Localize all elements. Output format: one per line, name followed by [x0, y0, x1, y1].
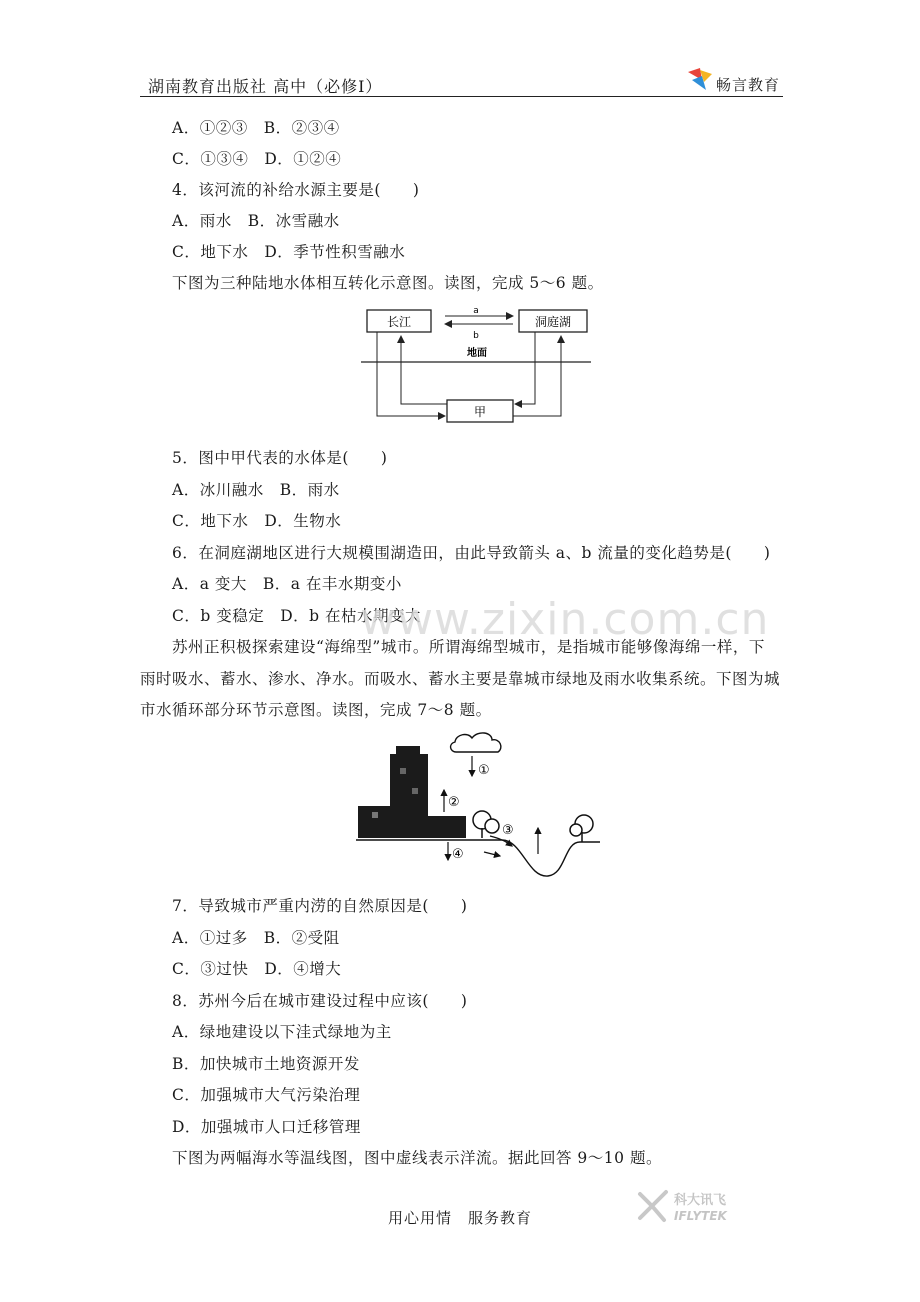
q8-option-d: D．加强城市人口迁移管理 [172, 1118, 361, 1136]
label-dongtinghu: 洞庭湖 [534, 315, 572, 329]
intro-9-10: 下图为两幅海水等温线图，图中虚线表示洋流。据此回答 9～10 题。 [172, 1149, 662, 1167]
watermark: www.zixin.com.cn [360, 594, 770, 645]
intro-7-8-line3: 市水循环部分环节示意图。读图，完成 7～8 题。 [140, 701, 492, 719]
label-2: ② [448, 795, 460, 810]
label-jia: 甲 [473, 405, 487, 419]
footer-slogan: 用心用情 服务教育 [388, 1209, 533, 1227]
q5-options-cd: C．地下水 D．生物水 [172, 512, 342, 530]
question-7: 7．导致城市严重内涝的自然原因是( ) [172, 897, 468, 915]
q4-options-ab: A．雨水 B．冰雪融水 [172, 212, 340, 230]
label-changjiang: 长江 [386, 315, 412, 329]
urban-water-cycle-diagram [352, 728, 608, 880]
question-8: 8．苏州今后在城市建设过程中应该( ) [172, 992, 468, 1010]
q8-option-c: C．加强城市大气污染治理 [172, 1086, 361, 1104]
q5-options-ab: A．冰川融水 B．雨水 [172, 481, 340, 499]
q6-options-cd: C．b 变稳定 D．b 在枯水期变大 [172, 607, 421, 625]
question-6: 6．在洞庭湖地区进行大规模围湖造田，由此导致箭头 a、b 流量的变化趋势是( ) [172, 544, 771, 562]
q6-options-ab: A．a 变大 B．a 在丰水期变小 [172, 575, 402, 593]
label-a: a [473, 306, 479, 316]
q8-option-a: A．绿地建设以下洼式绿地为主 [172, 1023, 392, 1041]
brand-name: 畅言教育 [716, 76, 781, 94]
question-5: 5．图中甲代表的水体是( ) [172, 449, 388, 467]
q7-options-ab: A．①过多 B．②受阻 [172, 929, 340, 947]
arrow-jia-to-changjiang [401, 336, 447, 404]
logo-en: IFLYTEK [674, 1209, 727, 1223]
intro-7-8-line1: 苏州正积极探索建设“海绵型”城市。所谓海绵型城市，是指城市能够像海绵一样，下 [172, 638, 765, 656]
label-3: ③ [502, 823, 514, 838]
ground-profile [356, 840, 600, 876]
question-4: 4．该河流的补给水源主要是( ) [172, 181, 420, 199]
q7-options-cd: C．③过快 D．④增大 [172, 960, 342, 978]
label-ground: 地面 [467, 348, 487, 359]
label-4: ④ [452, 847, 464, 862]
arrow-dongtinghu-to-jia [515, 332, 535, 404]
intro-5-6: 下图为三种陆地水体相互转化示意图。读图，完成 5～6 题。 [172, 274, 604, 292]
intro-7-8-line2: 雨时吸水、蓄水、渗水、净水。而吸水、蓄水主要是靠城市绿地及雨水收集系统。下图为城 [140, 670, 781, 688]
arrow-subsurface-flow [484, 852, 500, 856]
q3-options-cd: C．①③④ D．①②④ [172, 150, 342, 168]
header-title: 湖南教育出版社 高中（必修Ⅰ） [148, 77, 383, 96]
header-rule [140, 96, 783, 97]
water-body-diagram [355, 300, 600, 428]
label-b: b [473, 331, 479, 341]
q8-option-b: B．加快城市土地资源开发 [172, 1055, 360, 1073]
q3-options-ab: A．①②③ B．②③④ [172, 119, 340, 137]
arrow-changjiang-to-jia [377, 332, 445, 416]
cloud-icon [451, 733, 501, 752]
building-low-icon [358, 806, 392, 838]
iflytek-logo-icon [636, 1186, 776, 1226]
label-1: ① [478, 763, 490, 778]
building-tall-icon [390, 754, 428, 838]
q4-options-cd: C．地下水 D．季节性积雪融水 [172, 243, 406, 261]
logo-cn: 科大讯飞 [674, 1193, 727, 1208]
